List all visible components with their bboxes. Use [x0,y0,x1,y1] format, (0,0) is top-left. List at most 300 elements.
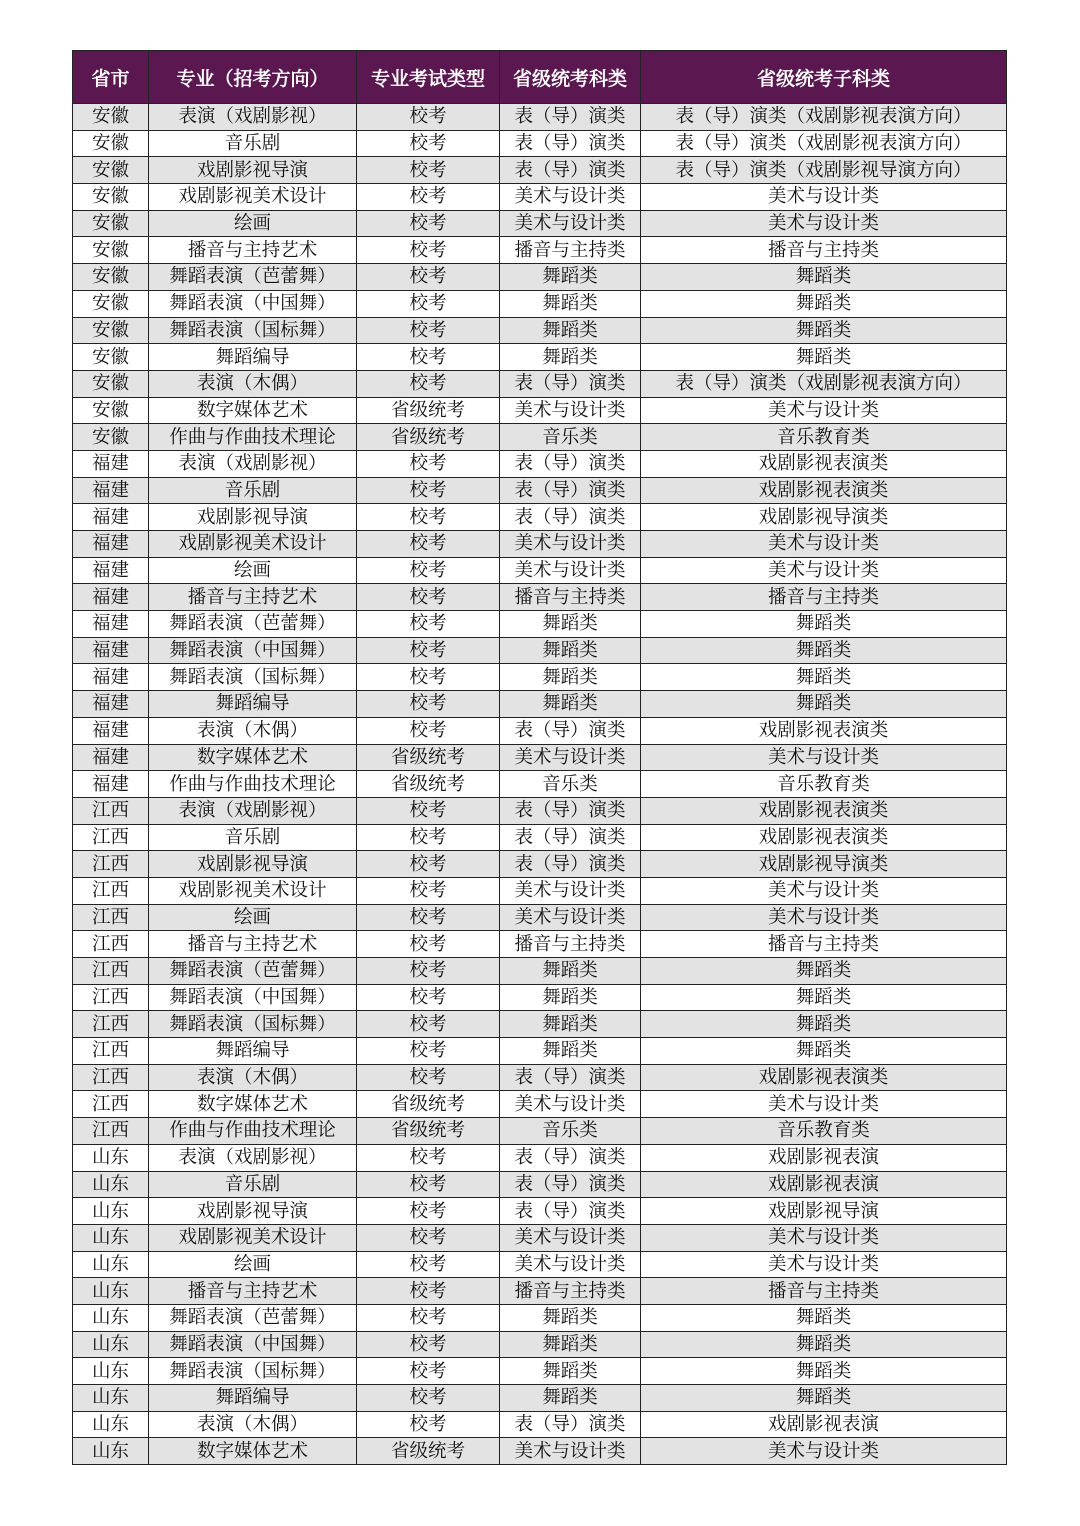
cell-provincial-category: 表（导）演类 [500,1064,641,1091]
cell-provincial-subcategory: 戏剧影视表演类 [641,1064,1007,1091]
cell-exam-type: 校考 [357,904,500,931]
cell-major: 戏剧影视导演 [149,851,357,878]
cell-province: 福建 [73,450,149,477]
cell-major: 表演（木偶） [149,717,357,744]
table-row [73,1278,1007,1305]
cell-exam-type: 校考 [357,958,500,985]
cell-exam-type: 校考 [357,344,500,371]
table-row [73,797,1007,824]
table-row [73,1064,1007,1091]
cell-exam-type: 校考 [357,931,500,958]
table-row [73,450,1007,477]
cell-province: 江西 [73,851,149,878]
table-row [73,531,1007,558]
cell-provincial-subcategory: 表（导）演类（戏剧影视导演方向） [641,157,1007,184]
table-row [73,584,1007,611]
cell-provincial-category: 舞蹈类 [500,1331,641,1358]
cell-province: 山东 [73,1358,149,1385]
cell-provincial-category: 舞蹈类 [500,611,641,638]
cell-province: 江西 [73,1038,149,1065]
cell-provincial-subcategory: 舞蹈类 [641,691,1007,718]
table-row [73,851,1007,878]
cell-provincial-subcategory: 音乐教育类 [641,1118,1007,1145]
table-row [73,344,1007,371]
cell-major: 播音与主持艺术 [149,931,357,958]
cell-exam-type: 校考 [357,1411,500,1438]
table-row [73,104,1007,131]
cell-provincial-subcategory: 舞蹈类 [641,290,1007,317]
cell-exam-type: 校考 [357,1385,500,1412]
cell-exam-type: 省级统考 [357,1091,500,1118]
cell-province: 安徽 [73,157,149,184]
cell-provincial-subcategory: 舞蹈类 [641,1038,1007,1065]
cell-provincial-subcategory: 美术与设计类 [641,904,1007,931]
cell-major: 绘画 [149,904,357,931]
cell-provincial-category: 表（导）演类 [500,851,641,878]
cell-exam-type: 校考 [357,531,500,558]
cell-province: 福建 [73,504,149,531]
cell-provincial-category: 美术与设计类 [500,1438,641,1465]
cell-major: 戏剧影视导演 [149,504,357,531]
cell-provincial-category: 表（导）演类 [500,157,641,184]
cell-province: 安徽 [73,130,149,157]
cell-major: 数字媒体艺术 [149,1438,357,1465]
cell-exam-type: 校考 [357,104,500,131]
cell-provincial-subcategory: 音乐教育类 [641,424,1007,451]
table-row [73,184,1007,211]
cell-provincial-subcategory: 舞蹈类 [641,1304,1007,1331]
table-row [73,264,1007,291]
table-row [73,1011,1007,1038]
cell-province: 福建 [73,717,149,744]
cell-provincial-subcategory: 戏剧影视导演 [641,1198,1007,1225]
table-row [73,557,1007,584]
cell-province: 安徽 [73,370,149,397]
cell-major: 播音与主持艺术 [149,237,357,264]
cell-provincial-category: 表（导）演类 [500,1198,641,1225]
cell-exam-type: 校考 [357,290,500,317]
table-row [73,504,1007,531]
cell-provincial-category: 表（导）演类 [500,1411,641,1438]
cell-exam-type: 校考 [357,664,500,691]
cell-exam-type: 校考 [357,1198,500,1225]
cell-provincial-category: 美术与设计类 [500,397,641,424]
cell-major: 舞蹈表演（国标舞） [149,1358,357,1385]
cell-exam-type: 校考 [357,237,500,264]
cell-provincial-subcategory: 舞蹈类 [641,664,1007,691]
table-row [73,1411,1007,1438]
cell-exam-type: 校考 [357,317,500,344]
header-exam-type: 专业考试类型 [357,51,500,104]
cell-provincial-subcategory: 舞蹈类 [641,637,1007,664]
table-row [73,1385,1007,1412]
cell-provincial-subcategory: 表（导）演类（戏剧影视表演方向） [641,104,1007,131]
table-row [73,637,1007,664]
cell-major: 数字媒体艺术 [149,744,357,771]
cell-exam-type: 省级统考 [357,1438,500,1465]
cell-province: 福建 [73,584,149,611]
cell-provincial-category: 表（导）演类 [500,370,641,397]
cell-province: 安徽 [73,104,149,131]
cell-major: 绘画 [149,1251,357,1278]
cell-provincial-category: 表（导）演类 [500,477,641,504]
cell-province: 福建 [73,531,149,558]
cell-exam-type: 省级统考 [357,397,500,424]
cell-major: 表演（戏剧影视） [149,1144,357,1171]
cell-provincial-category: 舞蹈类 [500,1358,641,1385]
cell-province: 山东 [73,1304,149,1331]
cell-major: 作曲与作曲技术理论 [149,771,357,798]
cell-exam-type: 校考 [357,824,500,851]
cell-provincial-subcategory: 美术与设计类 [641,397,1007,424]
cell-province: 安徽 [73,237,149,264]
cell-major: 舞蹈表演（中国舞） [149,984,357,1011]
cell-exam-type: 校考 [357,264,500,291]
cell-exam-type: 校考 [357,210,500,237]
table-body [73,104,1007,1465]
cell-exam-type: 校考 [357,370,500,397]
cell-province: 福建 [73,477,149,504]
cell-province: 江西 [73,824,149,851]
cell-major: 表演（木偶） [149,370,357,397]
cell-exam-type: 校考 [357,1304,500,1331]
cell-province: 山东 [73,1438,149,1465]
cell-provincial-category: 舞蹈类 [500,637,641,664]
table-row [73,958,1007,985]
cell-major: 作曲与作曲技术理论 [149,424,357,451]
cell-provincial-subcategory: 戏剧影视表演类 [641,477,1007,504]
cell-province: 安徽 [73,290,149,317]
cell-province: 江西 [73,1118,149,1145]
cell-exam-type: 校考 [357,477,500,504]
cell-provincial-subcategory: 舞蹈类 [641,264,1007,291]
cell-provincial-category: 舞蹈类 [500,691,641,718]
cell-provincial-category: 表（导）演类 [500,504,641,531]
cell-major: 表演（木偶） [149,1064,357,1091]
table-row [73,237,1007,264]
cell-exam-type: 省级统考 [357,424,500,451]
cell-provincial-subcategory: 戏剧影视表演 [641,1411,1007,1438]
cell-provincial-category: 美术与设计类 [500,877,641,904]
cell-provincial-category: 美术与设计类 [500,1091,641,1118]
cell-provincial-subcategory: 舞蹈类 [641,1385,1007,1412]
cell-province: 安徽 [73,344,149,371]
cell-exam-type: 校考 [357,1224,500,1251]
cell-major: 戏剧影视美术设计 [149,184,357,211]
header-provincial-subcategory: 省级统考子科类 [641,51,1007,104]
cell-provincial-subcategory: 戏剧影视表演类 [641,824,1007,851]
cell-province: 江西 [73,984,149,1011]
cell-exam-type: 校考 [357,584,500,611]
cell-province: 江西 [73,958,149,985]
cell-provincial-subcategory: 表（导）演类（戏剧影视表演方向） [641,130,1007,157]
enrollment-table [72,50,1007,1465]
table-row [73,1224,1007,1251]
table-row [73,984,1007,1011]
cell-provincial-category: 美术与设计类 [500,904,641,931]
table-row [73,744,1007,771]
table-row [73,1038,1007,1065]
cell-exam-type: 校考 [357,691,500,718]
table-row [73,877,1007,904]
cell-major: 绘画 [149,557,357,584]
cell-provincial-category: 美术与设计类 [500,531,641,558]
cell-province: 江西 [73,904,149,931]
cell-provincial-subcategory: 舞蹈类 [641,1011,1007,1038]
table-row [73,1198,1007,1225]
cell-major: 舞蹈表演（中国舞） [149,637,357,664]
cell-provincial-subcategory: 戏剧影视表演类 [641,797,1007,824]
cell-province: 山东 [73,1331,149,1358]
cell-exam-type: 校考 [357,1358,500,1385]
cell-provincial-category: 舞蹈类 [500,664,641,691]
cell-provincial-subcategory: 音乐教育类 [641,771,1007,798]
cell-major: 舞蹈表演（芭蕾舞） [149,958,357,985]
table-row [73,691,1007,718]
cell-exam-type: 校考 [357,1144,500,1171]
cell-province: 福建 [73,557,149,584]
cell-province: 山东 [73,1198,149,1225]
cell-provincial-category: 舞蹈类 [500,1304,641,1331]
cell-major: 音乐剧 [149,477,357,504]
cell-province: 福建 [73,744,149,771]
cell-province: 安徽 [73,184,149,211]
table-row [73,1251,1007,1278]
cell-province: 江西 [73,931,149,958]
cell-provincial-category: 表（导）演类 [500,824,641,851]
cell-major: 表演（戏剧影视） [149,450,357,477]
cell-province: 福建 [73,611,149,638]
cell-provincial-category: 美术与设计类 [500,557,641,584]
cell-provincial-subcategory: 舞蹈类 [641,958,1007,985]
cell-province: 安徽 [73,317,149,344]
cell-province: 福建 [73,771,149,798]
cell-provincial-subcategory: 舞蹈类 [641,317,1007,344]
table-row [73,157,1007,184]
cell-provincial-category: 播音与主持类 [500,584,641,611]
table-row [73,1358,1007,1385]
table-row [73,1304,1007,1331]
cell-major: 舞蹈编导 [149,344,357,371]
cell-provincial-subcategory: 播音与主持类 [641,931,1007,958]
cell-major: 数字媒体艺术 [149,397,357,424]
cell-provincial-subcategory: 美术与设计类 [641,1091,1007,1118]
cell-province: 山东 [73,1224,149,1251]
cell-provincial-subcategory: 表（导）演类（戏剧影视表演方向） [641,370,1007,397]
cell-major: 舞蹈表演（中国舞） [149,290,357,317]
cell-provincial-subcategory: 戏剧影视表演类 [641,450,1007,477]
cell-major: 戏剧影视美术设计 [149,1224,357,1251]
cell-provincial-subcategory: 美术与设计类 [641,877,1007,904]
table-header-row [73,51,1007,104]
cell-province: 江西 [73,797,149,824]
cell-province: 山东 [73,1385,149,1412]
cell-major: 播音与主持艺术 [149,584,357,611]
cell-major: 舞蹈编导 [149,1038,357,1065]
cell-provincial-category: 表（导）演类 [500,1144,641,1171]
table-row [73,664,1007,691]
cell-exam-type: 校考 [357,157,500,184]
cell-provincial-subcategory: 美术与设计类 [641,744,1007,771]
cell-province: 福建 [73,691,149,718]
cell-provincial-category: 美术与设计类 [500,184,641,211]
cell-provincial-category: 舞蹈类 [500,958,641,985]
cell-province: 安徽 [73,210,149,237]
cell-provincial-category: 舞蹈类 [500,1011,641,1038]
cell-exam-type: 校考 [357,1038,500,1065]
cell-provincial-category: 舞蹈类 [500,1038,641,1065]
cell-provincial-category: 舞蹈类 [500,1385,641,1412]
cell-exam-type: 校考 [357,611,500,638]
cell-major: 数字媒体艺术 [149,1091,357,1118]
cell-major: 舞蹈编导 [149,691,357,718]
cell-exam-type: 校考 [357,557,500,584]
cell-exam-type: 省级统考 [357,771,500,798]
header-major: 专业（招考方向） [149,51,357,104]
cell-exam-type: 省级统考 [357,1118,500,1145]
cell-provincial-category: 舞蹈类 [500,317,641,344]
cell-provincial-category: 音乐类 [500,1118,641,1145]
cell-major: 戏剧影视导演 [149,157,357,184]
cell-exam-type: 校考 [357,637,500,664]
table-row [73,771,1007,798]
cell-provincial-subcategory: 舞蹈类 [641,984,1007,1011]
cell-major: 绘画 [149,210,357,237]
cell-exam-type: 校考 [357,851,500,878]
cell-exam-type: 校考 [357,984,500,1011]
table-row [73,370,1007,397]
cell-province: 安徽 [73,264,149,291]
cell-province: 山东 [73,1251,149,1278]
cell-major: 舞蹈表演（芭蕾舞） [149,264,357,291]
cell-major: 戏剧影视美术设计 [149,877,357,904]
cell-major: 舞蹈表演（国标舞） [149,664,357,691]
cell-exam-type: 校考 [357,717,500,744]
cell-province: 江西 [73,1011,149,1038]
cell-province: 江西 [73,1091,149,1118]
cell-province: 福建 [73,637,149,664]
cell-exam-type: 省级统考 [357,744,500,771]
cell-province: 福建 [73,664,149,691]
table-row [73,1438,1007,1465]
cell-provincial-category: 表（导）演类 [500,1171,641,1198]
cell-province: 山东 [73,1144,149,1171]
cell-provincial-category: 美术与设计类 [500,210,641,237]
cell-major: 音乐剧 [149,130,357,157]
cell-exam-type: 校考 [357,130,500,157]
cell-provincial-category: 舞蹈类 [500,264,641,291]
cell-major: 戏剧影视美术设计 [149,531,357,558]
cell-province: 山东 [73,1411,149,1438]
cell-major: 舞蹈表演（国标舞） [149,317,357,344]
cell-provincial-category: 音乐类 [500,771,641,798]
cell-provincial-subcategory: 播音与主持类 [641,1278,1007,1305]
cell-provincial-subcategory: 戏剧影视表演 [641,1171,1007,1198]
cell-provincial-category: 播音与主持类 [500,1278,641,1305]
cell-major: 音乐剧 [149,824,357,851]
table-row [73,317,1007,344]
table-row [73,1091,1007,1118]
cell-exam-type: 校考 [357,1331,500,1358]
cell-major: 作曲与作曲技术理论 [149,1118,357,1145]
cell-major: 表演（木偶） [149,1411,357,1438]
table-row [73,824,1007,851]
cell-provincial-category: 表（导）演类 [500,797,641,824]
cell-provincial-category: 舞蹈类 [500,344,641,371]
cell-province: 江西 [73,1064,149,1091]
cell-major: 舞蹈表演（国标舞） [149,1011,357,1038]
cell-exam-type: 校考 [357,504,500,531]
header-province: 省市 [73,51,149,104]
cell-exam-type: 校考 [357,450,500,477]
cell-province: 安徽 [73,397,149,424]
cell-provincial-subcategory: 舞蹈类 [641,1358,1007,1385]
cell-provincial-category: 表（导）演类 [500,104,641,131]
cell-provincial-subcategory: 美术与设计类 [641,531,1007,558]
cell-major: 舞蹈编导 [149,1385,357,1412]
cell-major: 表演（戏剧影视） [149,797,357,824]
cell-major: 播音与主持艺术 [149,1278,357,1305]
table-row [73,904,1007,931]
cell-provincial-subcategory: 美术与设计类 [641,210,1007,237]
table-row [73,717,1007,744]
cell-provincial-subcategory: 美术与设计类 [641,557,1007,584]
table-row [73,1144,1007,1171]
cell-exam-type: 校考 [357,797,500,824]
table-row [73,1118,1007,1145]
cell-provincial-subcategory: 戏剧影视表演 [641,1144,1007,1171]
cell-provincial-subcategory: 播音与主持类 [641,584,1007,611]
cell-provincial-subcategory: 戏剧影视导演类 [641,504,1007,531]
cell-provincial-category: 播音与主持类 [500,931,641,958]
cell-province: 山东 [73,1171,149,1198]
cell-exam-type: 校考 [357,184,500,211]
cell-major: 表演（戏剧影视） [149,104,357,131]
cell-provincial-category: 美术与设计类 [500,1224,641,1251]
cell-provincial-subcategory: 美术与设计类 [641,1438,1007,1465]
cell-provincial-category: 表（导）演类 [500,130,641,157]
table-row [73,931,1007,958]
table-row [73,424,1007,451]
table-row [73,1331,1007,1358]
cell-major: 音乐剧 [149,1171,357,1198]
cell-provincial-subcategory: 舞蹈类 [641,344,1007,371]
cell-exam-type: 校考 [357,1278,500,1305]
cell-exam-type: 校考 [357,1011,500,1038]
cell-provincial-subcategory: 戏剧影视表演类 [641,717,1007,744]
table-row [73,290,1007,317]
cell-provincial-subcategory: 美术与设计类 [641,184,1007,211]
header-provincial-category: 省级统考科类 [500,51,641,104]
table-row [73,611,1007,638]
cell-major: 舞蹈表演（中国舞） [149,1331,357,1358]
cell-major: 舞蹈表演（芭蕾舞） [149,611,357,638]
cell-provincial-category: 美术与设计类 [500,1251,641,1278]
cell-provincial-category: 舞蹈类 [500,984,641,1011]
table-row [73,130,1007,157]
cell-exam-type: 校考 [357,1251,500,1278]
cell-provincial-subcategory: 舞蹈类 [641,1331,1007,1358]
cell-province: 山东 [73,1278,149,1305]
cell-province: 安徽 [73,424,149,451]
cell-province: 江西 [73,877,149,904]
table-row [73,397,1007,424]
cell-provincial-category: 音乐类 [500,424,641,451]
table-row [73,477,1007,504]
cell-major: 舞蹈表演（芭蕾舞） [149,1304,357,1331]
cell-provincial-category: 表（导）演类 [500,717,641,744]
cell-provincial-subcategory: 美术与设计类 [641,1251,1007,1278]
